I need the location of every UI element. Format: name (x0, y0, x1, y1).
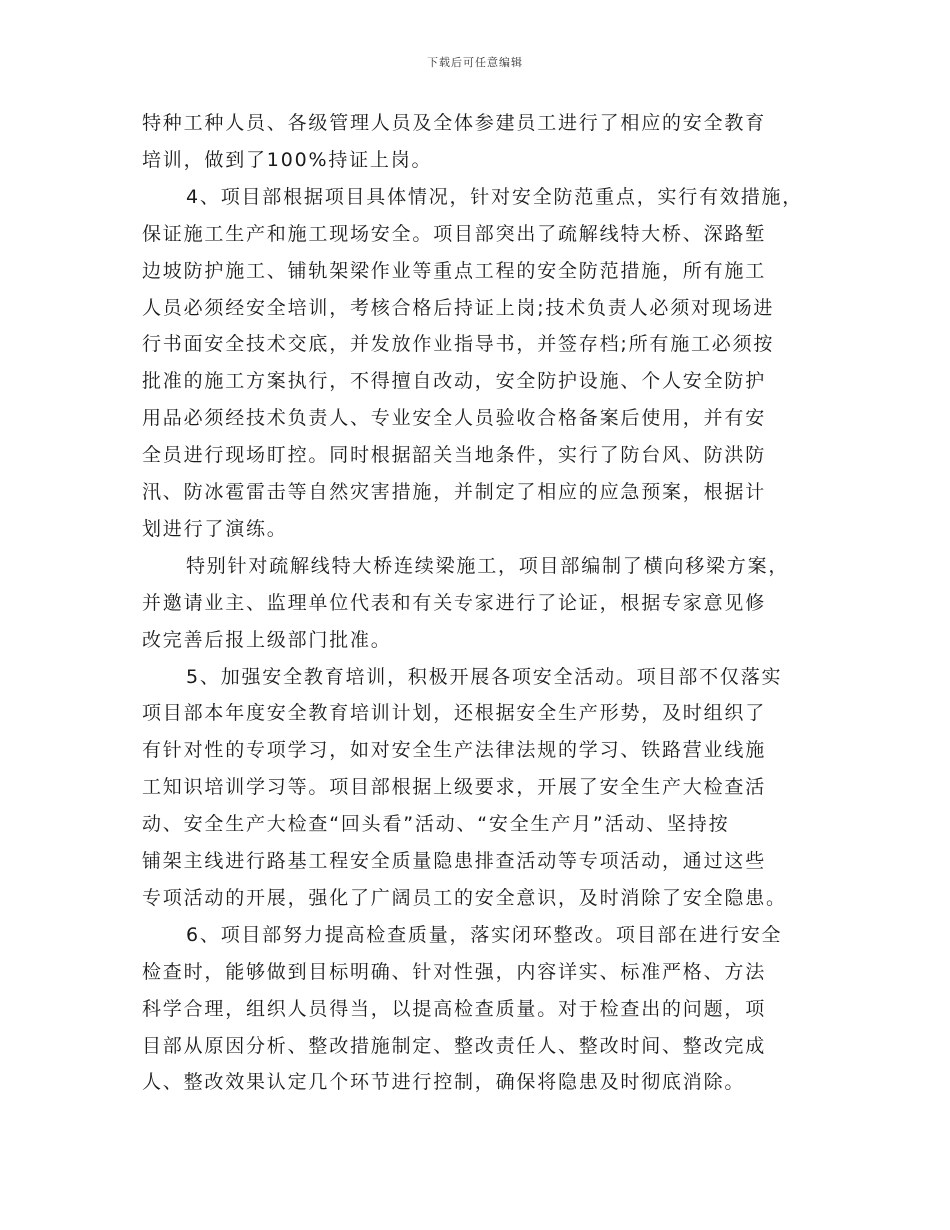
text-line: 工知识培训学习等。项目部根据上级要求，开展了安全生产大检查活 (142, 776, 767, 799)
text-line: 培训，做到了100%持证上岗。 (142, 148, 433, 171)
text-line: 专项活动的开展，强化了广阔员工的安全意识，及时消除了安全隐患。 (142, 886, 787, 909)
text-line: 检查时，能够做到目标明确、针对性强，内容详实、标准严格、方法 (142, 960, 767, 983)
page-header: 下载后可任意编辑 (427, 56, 523, 69)
text-line: 特种工种人员、各级管理人员及全体参建员工进行了相应的安全教育 (142, 112, 767, 134)
text-line: 汛、防冰雹雷击等自然灾害措施，并制定了相应的应急预案，根据计 (142, 481, 767, 503)
text-line: 项目部本年度安全教育培训计划，还根据安全生产形势，及时组织了 (142, 702, 767, 725)
text-line: 科学合理，组织人员得当，以提高检查质量。对于检查出的问题，项 (142, 997, 767, 1020)
text-line: 用品必须经技术负责人、专业安全人员验收合格备案后使用，并有安 (142, 407, 767, 430)
text-line: 边坡防护施工、铺轨架梁作业等重点工程的安全防范措施，所有施工 (142, 259, 767, 282)
text-line: 动、安全生产大检查“回头看”活动、“安全生产月”活动、坚持按 (142, 813, 730, 836)
text-line: 目部从原因分析、整改措施制定、整改责任人、整改时间、整改完成 (142, 1034, 767, 1057)
text-line: 6、项目部努力提高检查质量，落实闭环整改。项目部在进行安全 (186, 923, 783, 946)
text-line: 划进行了演练。 (142, 517, 288, 540)
text-line: 批准的施工方案执行，不得擅自改动，安全防护设施、个人安全防护 (142, 370, 767, 393)
text-line: 并邀请业主、监理单位代表和有关专家进行了论证，根据专家意见修 (142, 591, 767, 614)
text-line: 改完善后报上级部门批准。 (142, 628, 392, 651)
text-line: 铺架主线进行路基工程安全质量隐患排查活动等专项活动，通过这些 (142, 850, 767, 872)
text-line: 5、加强安全教育培训，积极开展各项安全活动。项目部不仅落实 (186, 665, 783, 688)
text-line: 行书面安全技术交底，并发放作业指导书，并签存档;所有施工必须按 (142, 333, 775, 356)
text-line: 人、整改效果认定几个环节进行控制，确保将隐患及时彻底消除。 (142, 1071, 746, 1094)
text-line: 特别针对疏解线特大桥连续梁施工，项目部编制了横向移梁方案， (186, 554, 790, 577)
text-line: 4、项目部根据项目具体情况，针对安全防范重点，实行有效措施， (186, 185, 804, 208)
text-line: 保证施工生产和施工现场安全。项目部突出了疏解线特大桥、深路堑 (142, 222, 767, 245)
text-line: 有针对性的专项学习，如对安全生产法律法规的学习、铁路营业线施 (142, 739, 767, 762)
text-line: 全员进行现场盯控。同时根据韶关当地条件，实行了防台风、防洪防 (142, 444, 767, 467)
text-line: 人员必须经安全培训，考核合格后持证上岗;技术负责人必须对现场进 (142, 296, 775, 319)
